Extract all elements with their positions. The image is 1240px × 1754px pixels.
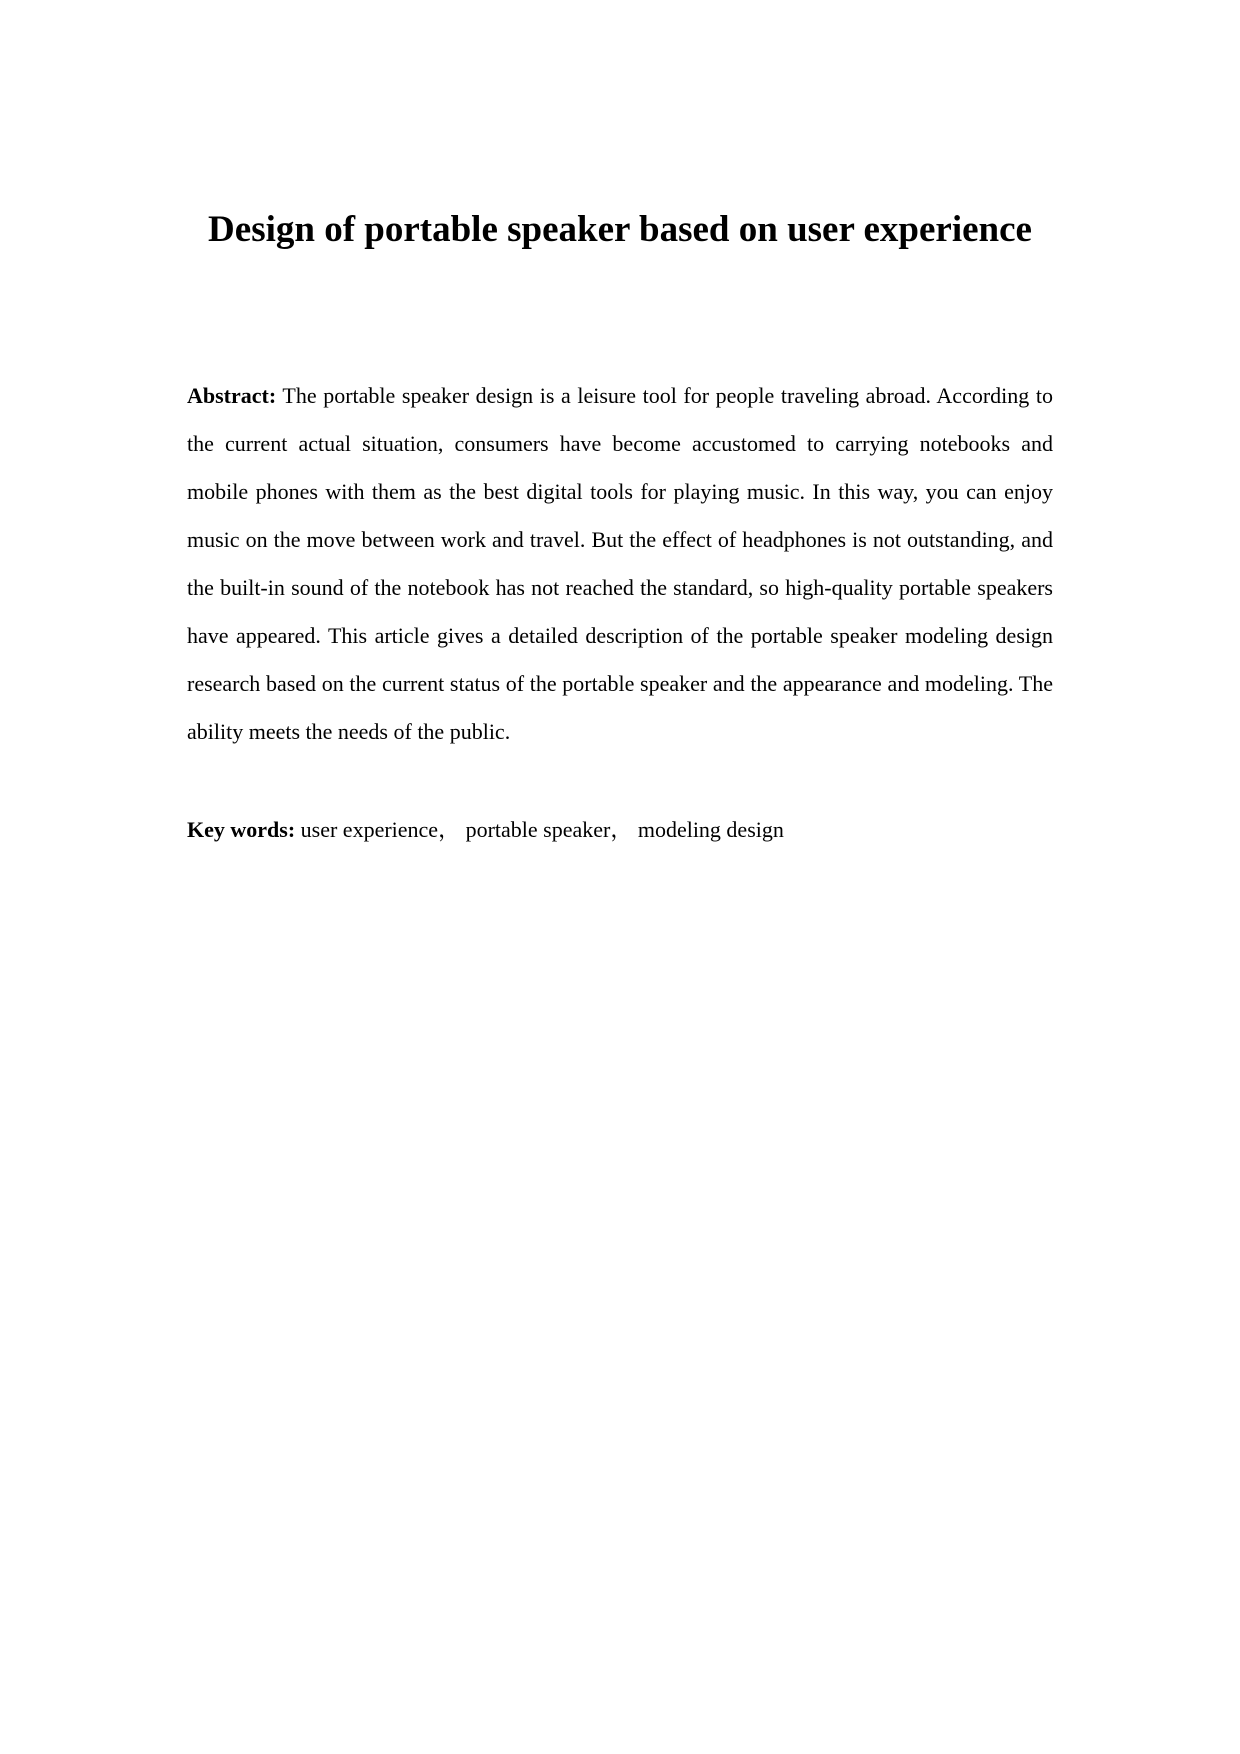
abstract-paragraph — [187, 372, 1053, 756]
abstract-label: Abstract: — [187, 383, 277, 408]
keywords-text: user experience， portable speaker， modeling design — [300, 817, 784, 842]
keywords-line — [187, 806, 1053, 854]
abstract-text: The portable speaker design is a leisure tool for people traveling abroad. According to the current actual situation, consumers have become accustomed to carrying notebooks and mobile phones with them as the best digital tools for playing music. In this way, you can enjoy music on the move between work and travel. But the effect of headphones is not outstanding, and the built-in sound of the notebook has not reached the standard, so high-quality portable speakers have appeared. This article gives a detailed description of the portable speaker modeling design research based on the current status of the portable speaker and the appearance and modeling. The ability meets the needs of the public. — [187, 383, 1053, 744]
keywords-label: Key words: — [187, 817, 296, 842]
document-title: Design of portable speaker based on user experience — [208, 209, 1032, 250]
